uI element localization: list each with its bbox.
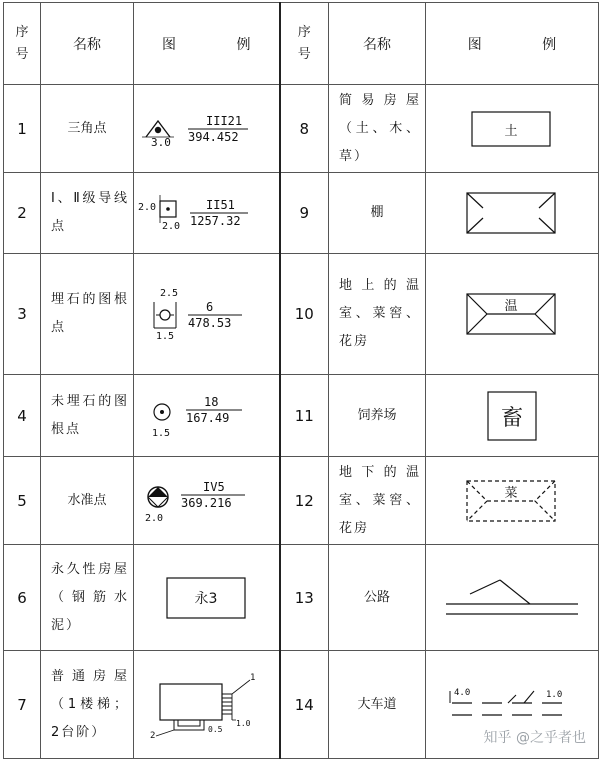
table-row [4,254,599,375]
row-name: 地下的温室、菜窖、花房 [329,457,426,545]
row-name: 普通房屋（1楼梯；2台阶） [41,651,134,759]
svg-text:2.5: 2.5 [160,288,179,299]
svg-text:IV5: IV5 [203,479,225,494]
simple-house-icon [467,109,557,149]
row-name: 简易房屋（土、木、草） [329,85,426,173]
svg-text:369.216: 369.216 [181,495,232,510]
row-name: 三角点 [41,85,134,173]
svg-text:II51: II51 [206,198,236,212]
table-row [4,173,599,254]
header-name-left: 名称 [41,3,134,85]
row-name: 大车道 [329,651,426,759]
header-row [4,3,599,85]
shed-icon [462,190,562,236]
row-num: 8 [280,85,329,173]
row-num: 1 [4,85,41,173]
row-num: 7 [4,651,41,759]
benchmark-icon [141,477,271,525]
row-name: 公路 [329,545,426,651]
square-point-icon [136,191,276,235]
svg-text:167.49: 167.49 [186,410,230,425]
svg-text:III21: III21 [206,113,243,128]
triangulation-point-symbol [134,85,280,173]
unburied-control-point-symbol [134,375,280,457]
ordinary-house-icon [146,670,266,740]
svg-text:1.5: 1.5 [152,427,171,439]
header-figure-left: 图 例 [134,3,280,85]
svg-text:土: 土 [504,123,518,139]
underground-greenhouse-icon [462,478,562,524]
buried-control-point-symbol [134,254,280,375]
svg-text:1: 1 [250,672,256,683]
svg-text:1257.32: 1257.32 [190,214,241,228]
row-name: 饲养场 [329,375,426,457]
svg-text:394.452: 394.452 [188,129,239,144]
permanent-house-icon [161,575,251,621]
livestock-farm-icon [486,390,538,442]
svg-text:永3: 永3 [194,590,218,607]
highway-symbol [426,545,599,651]
shed-symbol [426,173,599,254]
svg-text:畜: 畜 [500,405,524,431]
header-figure-right: 图 例 [426,3,599,85]
table-row [4,375,599,457]
svg-text:1.0: 1.0 [546,689,563,700]
simple-house-symbol [426,85,599,173]
row-name: 水准点 [41,457,134,545]
watermark: 知乎 @之乎者也 [483,730,586,746]
row-num: 3 [4,254,41,375]
row-num: 13 [280,545,329,651]
svg-text:2.0: 2.0 [145,512,164,524]
cart-road-icon [442,683,582,727]
header-num-left: 序 号 [4,3,41,85]
greenhouse-icon [462,291,562,337]
svg-text:2.0: 2.0 [162,221,181,232]
table-row [4,85,599,173]
permanent-house-symbol [134,545,280,651]
row-num: 11 [280,375,329,457]
svg-text:1.5: 1.5 [156,331,175,342]
farm-symbol [426,375,599,457]
svg-text:2: 2 [150,730,156,741]
svg-text:6: 6 [206,300,214,314]
row-num: 6 [4,545,41,651]
buried-stone-icon [146,288,266,340]
row-num: 5 [4,457,41,545]
svg-text:菜: 菜 [504,485,518,501]
table-row [4,545,599,651]
svg-text:2.0: 2.0 [138,202,157,213]
svg-text:1.0: 1.0 [236,718,251,728]
underground-greenhouse-symbol [426,457,599,545]
legend-table [3,2,599,759]
unburied-stone-icon [146,392,266,440]
header-num-right: 序 号 [280,3,329,85]
header-name-right: 名称 [329,3,426,85]
row-name: 埋石的图根点 [41,254,134,375]
svg-text:温: 温 [504,299,518,314]
svg-text:0.5: 0.5 [208,724,223,734]
table-row [4,457,599,545]
row-num: 4 [4,375,41,457]
svg-text:18: 18 [204,394,219,409]
svg-text:478.53: 478.53 [188,316,232,330]
greenhouse-symbol [426,254,599,375]
row-num: 9 [280,173,329,254]
ordinary-house-symbol [134,651,280,759]
highway-icon [442,574,582,622]
row-num: 10 [280,254,329,375]
row-num: 2 [4,173,41,254]
svg-text:3.0: 3.0 [151,135,172,149]
row-name: 永久性房屋（钢筋水泥） [41,545,134,651]
svg-text:4.0: 4.0 [454,687,471,698]
row-num: 14 [280,651,329,759]
benchmark-symbol [134,457,280,545]
row-name: Ⅰ、Ⅱ级导线点 [41,173,134,254]
row-name: 棚 [329,173,426,254]
row-name: 未埋石的图根点 [41,375,134,457]
triangle-point-icon [136,109,276,149]
row-num: 12 [280,457,329,545]
row-name: 地上的温室、菜窖、花房 [329,254,426,375]
traverse-point-symbol [134,173,280,254]
